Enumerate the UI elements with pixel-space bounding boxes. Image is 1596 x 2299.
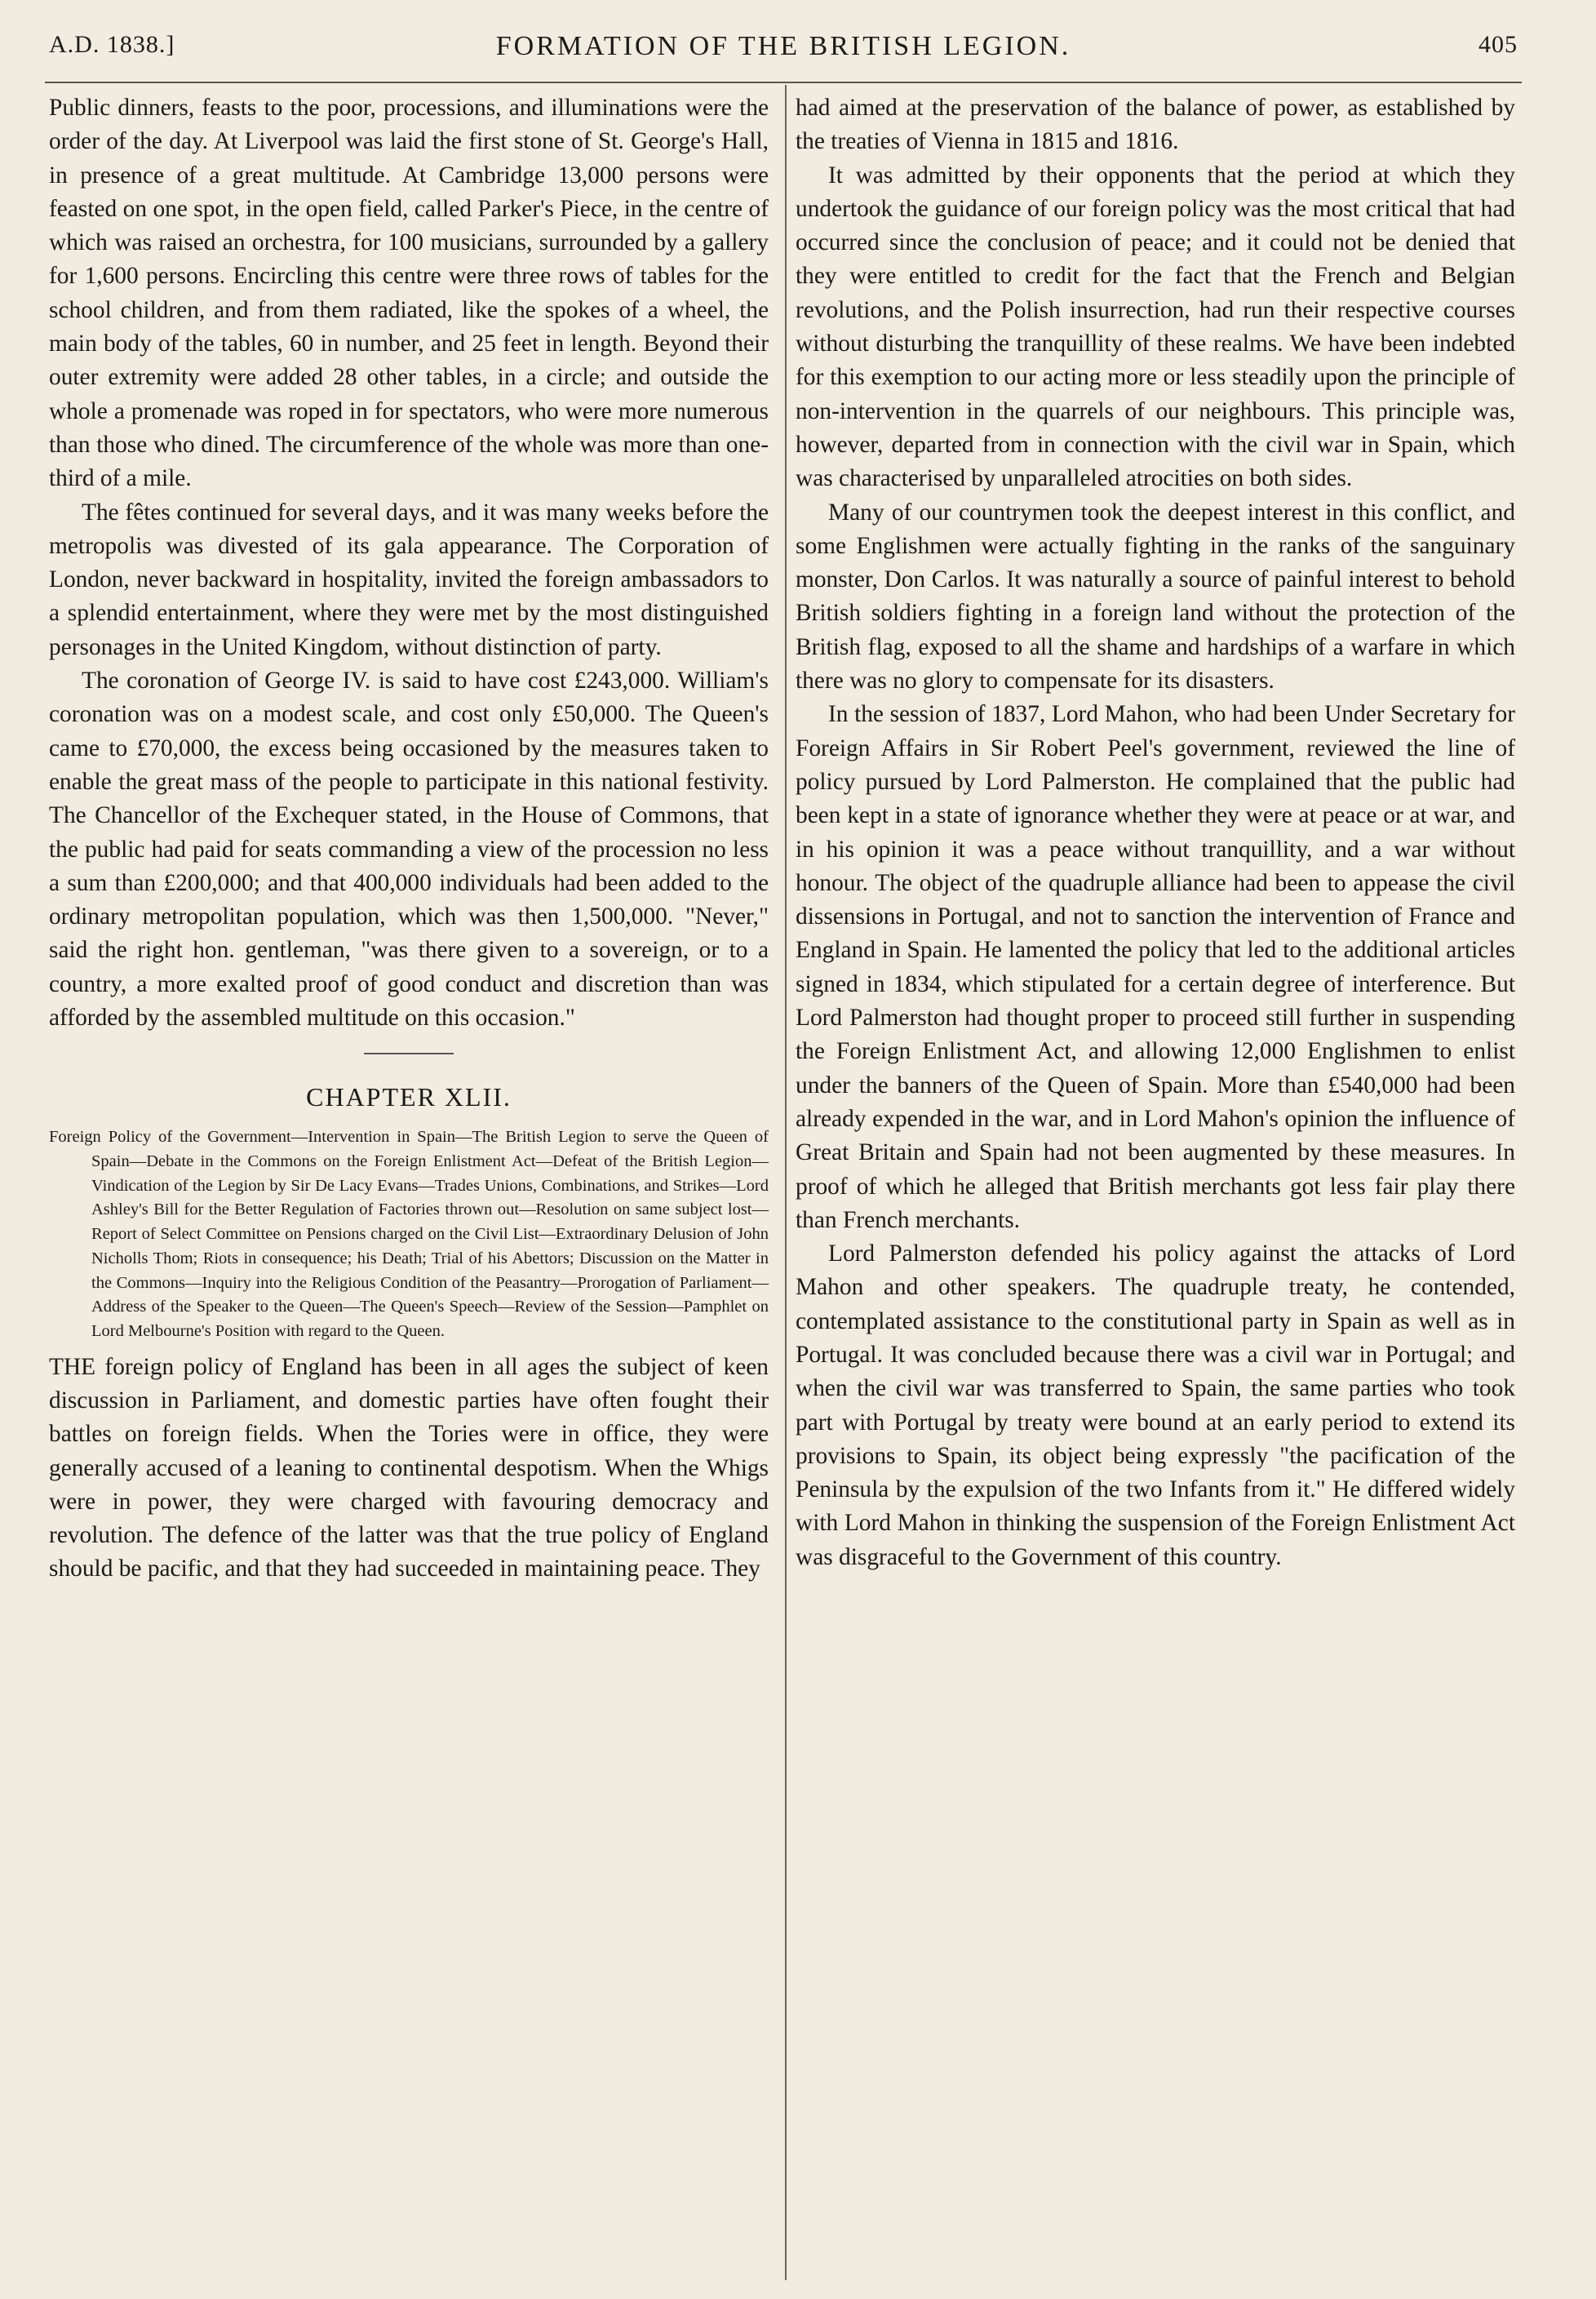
chapter-synopsis: Foreign Policy of the Government—Intervention in Spain—The British Legion to serve the Queen of Spain—Debate in the Commons on the Foreign Enlistment Act—Defeat of the British Legion—Vindication of the Legion by Sir De Lacy Evans—Trades Unions, Combinations, and Strikes—Lord Ashley's Bill for the Better Regulation of Factories thrown out—Resolution on same subject lost—Report of Select Committee on Pensions charged on the Civil List—Extraordinary Delusion of John Nicholls Thom; Riots in consequence; his Death; Trial of his Abettors; Discussion on the Matter in the Commons—Inquiry into the Religious Condition of the Peasantry—Prorogation of Parliament—Address of the Speaker to the Queen—The Queen's Speech—Review of the Session—Pamphlet on Lord Melbourne's Position with regard to the Queen. [49, 1128, 769, 1340]
header-year: A.D. 1838.] [49, 31, 175, 58]
page-number: 405 [1479, 31, 1518, 58]
running-header [49, 23, 1518, 72]
paragraph: Public dinners, feasts to the poor, processions, and illuminations were the order of the day. At Liverpool was laid the first stone of St. George's Hall, in presence of a great multitude. At Cambridge 13,000 persons were feasted on one spot, in the open field, called Parker's Piece, in the centre of which was raised an orchestra, for 100 musicians, surrounded by a gallery for 1,600 persons. Encircling this centre were three rows of tables for the school children, and from them radiated, like the spokes of a wheel, the main body of the tables, 60 in number, and 25 feet in length. Beyond their outer extremity were added 28 other tables, in a circle; and outside the whole a promenade was roped in for spectators, who were more numerous than those who dined. The circumference of the whole was more than one-third of a mile. [49, 95, 769, 492]
header-title: FORMATION OF THE BRITISH LEGION. [495, 31, 1071, 61]
paragraph: In the session of 1837, Lord Mahon, who had been Under Secretary for Foreign Affairs in Sir Robert Peel's government, reviewed the line of policy pursued by Lord Palmerston. He complained that the public had been kept in a state of ignorance whether they were at peace or at war, and in his opinion it was a peace without tranquillity, and a war without honour. The object of the quadruple alliance had been to appease the civil dissensions in Portugal, and not to sanction the intervention of France and England in Spain. He lamented the policy that led to the additional articles signed in 1834, which stipulated for a certain degree of interference. But Lord Palmerston had thought proper to proceed still further in suspending the Foreign Enlistment Act, and allowing 12,000 Englishmen to enlist under the banners of the Queen of Spain. More than £540,000 had been already expended in the war, and in Lord Mahon's opinion the influence of Great Britain and Spain had not been augmented by these measures. In proof of which he alleged that British merchants got less fair play there than French merchants. [796, 701, 1515, 1233]
paragraph: The coronation of George IV. is said to have cost £243,000. William's coronation was on a modest scale, and cost only £50,000. The Queen's came to £70,000, the excess being occasioned by the measures taken to enable the great mass of the people to participate in this national festivity. The Chancellor of the Exchequer stated, in the House of Commons, that the public had paid for seats commanding a view of the procession no less a sum than £200,000; and that 400,000 individuals had been added to the ordinary metropolitan population, which was then 1,500,000. "Never," said the right hon. gentleman, "was there given to a sovereign, or to a country, a more exalted proof of good conduct and discretion than was afforded by the assembled multitude on this occasion." [49, 668, 769, 1032]
chapter-rule [364, 1053, 454, 1054]
column-divider [785, 85, 787, 2280]
chapter-opening-paragraph: THE foreign policy of England has been in all ages the subject of keen discussion in Parliament, and domestic parties have often fought their battles on foreign fields. When the Tories were in office, they were generally accused of a leaning to continental despotism. When the Whigs were in power, they were charged with favouring democracy and revolution. The defence of the latter was that the true policy of England should be pacific, and that they had succeeded in maintaining peace. They [49, 1353, 769, 1582]
right-column [796, 91, 1515, 1574]
paragraph: The fêtes continued for several days, and it was many weeks before the metropolis was divested of its gala appearance. The Corporation of London, never backward in hospitality, invited the foreign ambassadors to a splendid entertainment, where they were met by the most distinguished personages in the United Kingdom, without distinction of party. [49, 499, 769, 660]
header-rule [45, 82, 1522, 83]
paragraph: Lord Palmerston defended his policy against the attacks of Lord Mahon and other speakers. The quadruple treaty, he contended, contemplated assistance to the constitutional party in Spain as well as in Portugal. It was concluded because there was a civil war in Portugal; and when the civil war was transferred to Spain, the same parties who took part with Portugal by treaty were bound at an early period to extend its provisions to Spain, its object being expressly "the pacification of the Peninsula by the expulsion of the two Infants from it." He differed widely with Lord Mahon in thinking the suspension of the Foreign Enlistment Act was disgraceful to the Government of this country. [796, 1240, 1515, 1570]
paragraph: had aimed at the preservation of the balance of power, as established by the treaties of Vienna in 1815 and 1816. [796, 95, 1515, 155]
paragraph: It was admitted by their opponents that the period at which they undertook the guidance of our foreign policy was the most critical that had occurred since the conclusion of peace; and it could not be denied that they were entitled to credit for the fact that the French and Belgian revolutions, and the Polish insurrection, had run their respective courses without disturbing the tranquillity of these realms. We have been indebted for this exemption to our acting more or less steadily upon the principle of non-intervention in the quarrels of our neighbours. This principle was, however, departed from in connection with the civil war in Spain, which was characterised by unparalleled atrocities on both sides. [796, 162, 1515, 492]
paragraph: Many of our countrymen took the deepest interest in this conflict, and some Englishmen were actually fighting in the ranks of the sanguinary monster, Don Carlos. It was naturally a source of painful interest to behold British soldiers fighting in a foreign land without the protection of the British flag, exposed to all the shame and hardships of a warfare in which there was no glory to compensate for its disasters. [796, 499, 1515, 695]
chapter-title: CHAPTER XLII. [306, 1082, 512, 1112]
left-column [49, 91, 769, 1587]
